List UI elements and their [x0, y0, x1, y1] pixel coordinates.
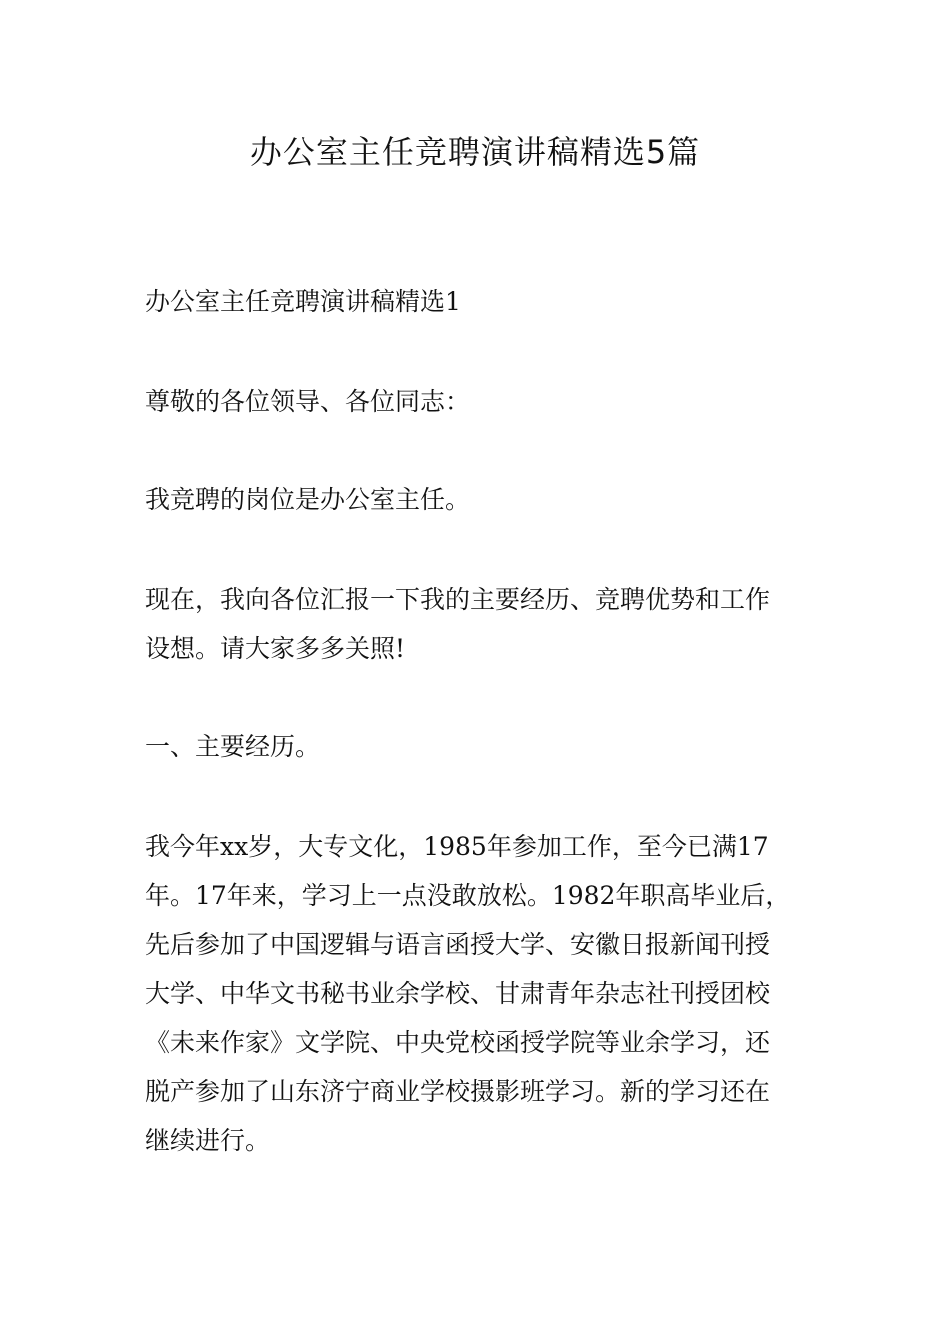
paragraph-line: 我今年xx岁，大专文化，1985年参加工作，至今已满17: [145, 832, 769, 861]
paragraph-line: 继续进行。: [145, 1126, 271, 1155]
salutation: 尊敬的各位领导、各位同志：: [145, 387, 471, 416]
paragraph-line: 年。17年来，学习上一点没敢放松。1982年职高毕业后，: [145, 881, 791, 910]
intro-paragraph: 我竞聘的岗位是办公室主任。: [145, 485, 471, 514]
paragraph-line: 先后参加了中国逻辑与语言函授大学、安徽日报新闻刊授: [145, 930, 771, 959]
paragraph-line: 脱产参加了山东济宁商业学校摄影班学习。新的学习还在: [145, 1077, 771, 1106]
part-one-heading: 一、主要经历。: [145, 732, 321, 761]
document-title: 办公室主任竞聘演讲稿精选5篇: [249, 133, 701, 171]
paragraph-line: 设想。请大家多多关照!: [145, 634, 406, 663]
paragraph-line: 现在，我向各位汇报一下我的主要经历、竞聘优势和工作: [145, 585, 771, 614]
paragraph-line: 《未来作家》文学院、中央党校函授学院等业余学习，还: [145, 1028, 771, 1057]
experience-paragraph: [145, 822, 815, 1165]
paragraph-line: 大学、中华文书秘书业余学校、甘肃青年杂志社刊授团校: [145, 979, 771, 1008]
section-heading: 办公室主任竞聘演讲稿精选1: [145, 287, 461, 316]
report-paragraph: [145, 575, 815, 673]
